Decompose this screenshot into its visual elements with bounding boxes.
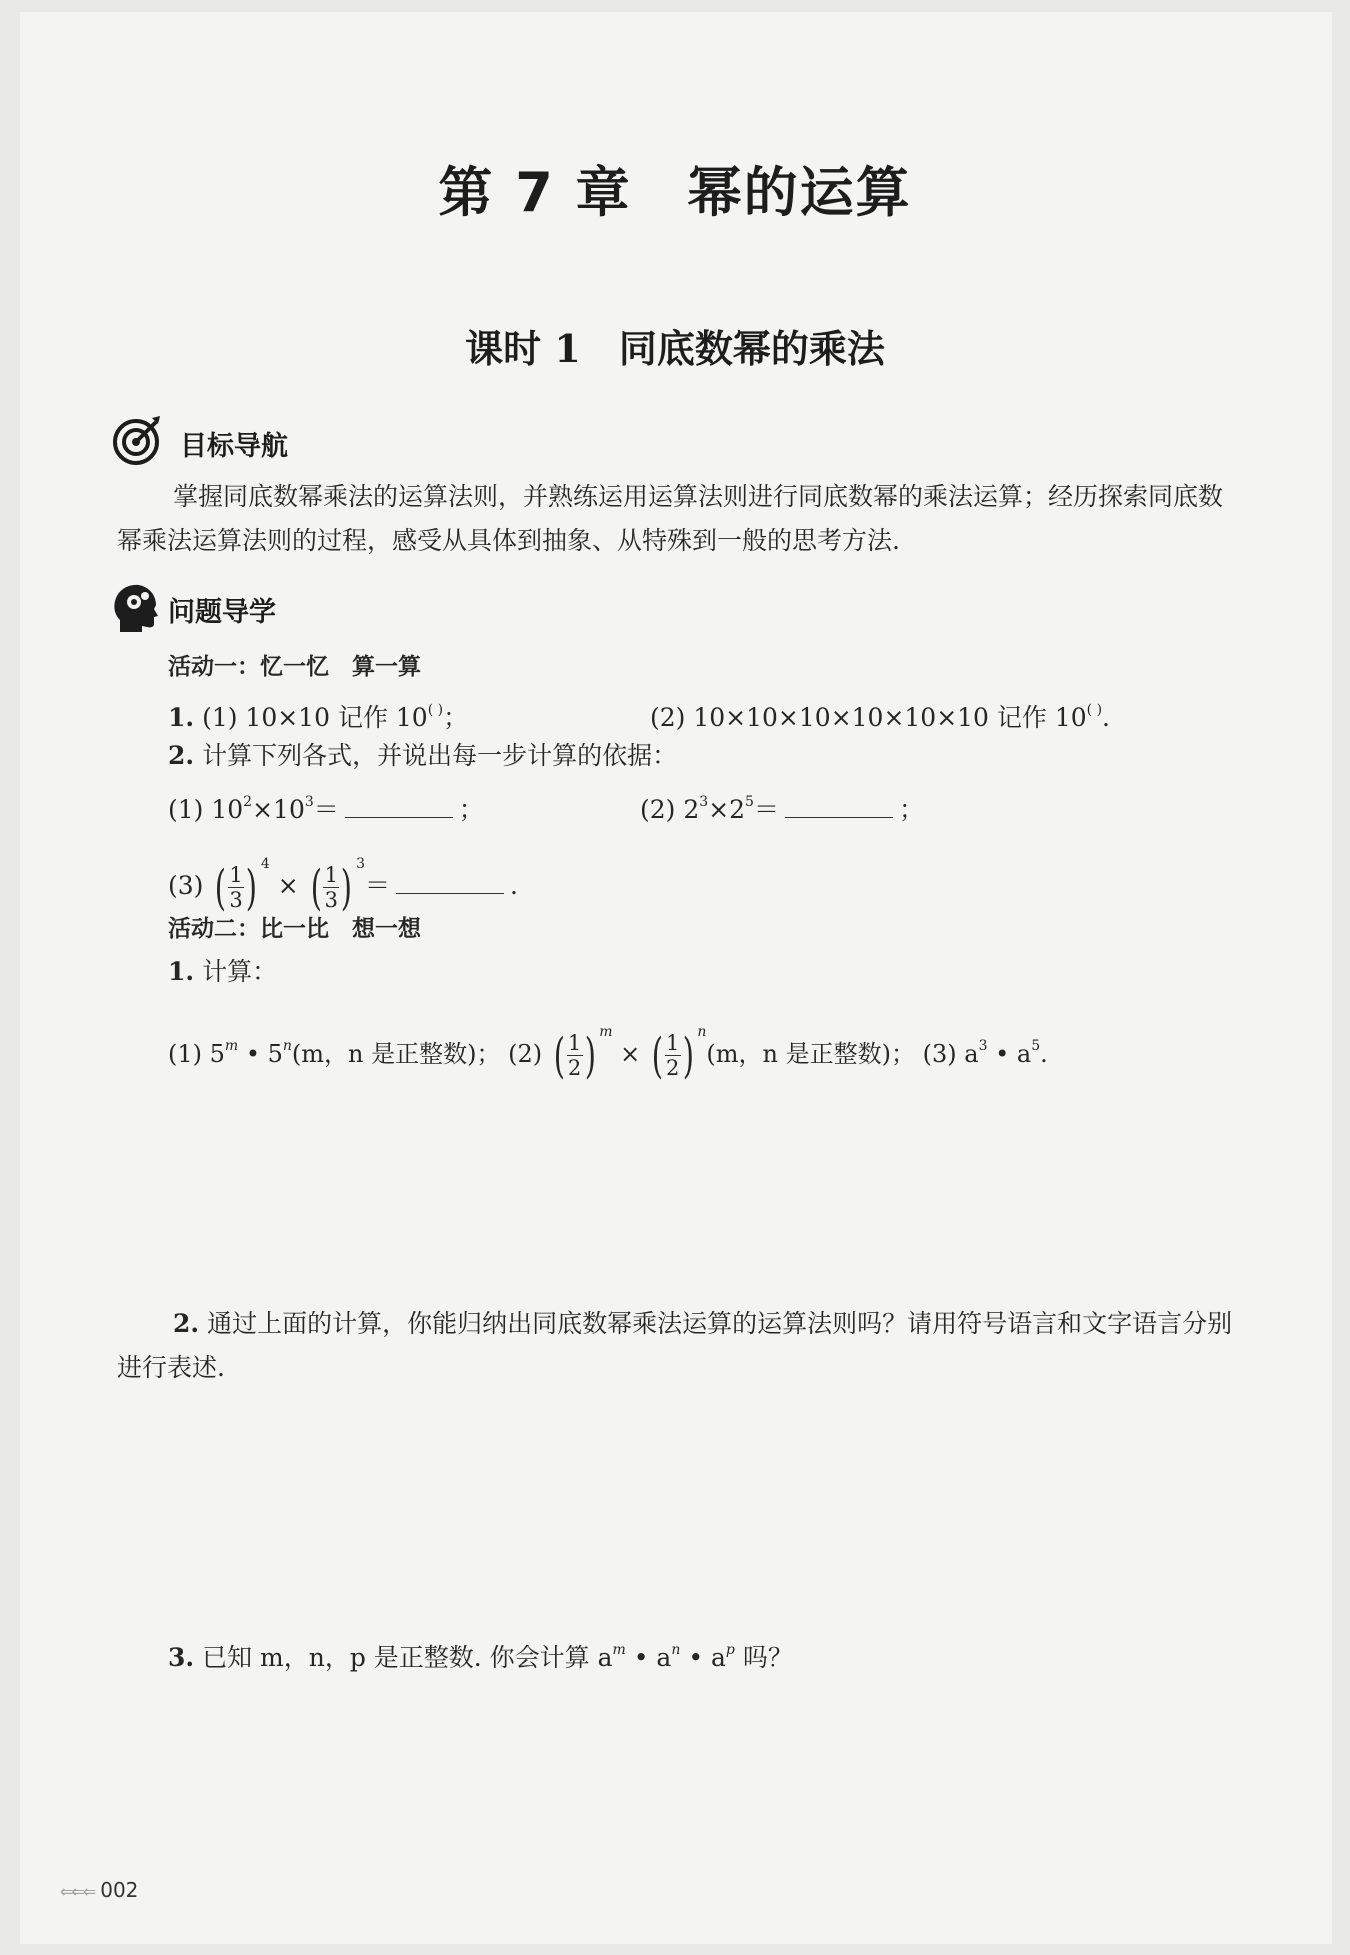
- a2q1b-label: (2): [508, 1040, 543, 1068]
- a2q1a-base: (1) 5: [168, 1040, 225, 1068]
- right-paren: ): [682, 1027, 694, 1084]
- lesson-title: 课时 1 同底数幂的乘法: [465, 326, 885, 371]
- a2q1a-condition: (m，n 是正整数)；: [291, 1040, 501, 1068]
- a2q1c-mid: • a: [987, 1040, 1032, 1068]
- numerator: 1: [665, 1031, 680, 1055]
- q2a-end: ；: [458, 795, 484, 824]
- a2q3-dot1: • a: [625, 1643, 672, 1672]
- q2c-exp2: 3: [356, 856, 366, 872]
- guide-heading: 问题导学: [168, 597, 276, 628]
- numerator: 1: [567, 1031, 582, 1055]
- q2a-exp2: 3: [304, 794, 314, 810]
- a2q1c-base: (3) a: [922, 1040, 979, 1068]
- a2q3-exp-n: n: [671, 1642, 681, 1658]
- a2q1a-mid: • 5: [238, 1040, 283, 1068]
- target-icon: [112, 414, 164, 470]
- a2q1c-exp2: 5: [1031, 1038, 1041, 1054]
- answer-blank[interactable]: [396, 865, 504, 894]
- fraction: [228, 863, 244, 912]
- q2c-exp1: 4: [260, 856, 270, 872]
- a2q1b-condition: (m，n 是正整数)；: [706, 1040, 915, 1068]
- page-number: 002: [100, 1878, 139, 1902]
- q1-part1-blank-exponent: ( ): [427, 702, 444, 718]
- activity1-q2-stem: [168, 734, 677, 778]
- page-footer: [60, 1878, 138, 1902]
- right-paren: ): [245, 859, 258, 916]
- a2q3-text-b: 吗？: [734, 1643, 793, 1672]
- activity2-q1-stem: [168, 950, 277, 994]
- fraction: [323, 863, 339, 912]
- numerator: 1: [229, 863, 243, 887]
- a2q1c-exp1: 3: [978, 1038, 988, 1054]
- denominator: 3: [324, 888, 339, 912]
- right-paren: ): [341, 859, 353, 916]
- activity1-q1-part1: [168, 688, 468, 740]
- a2q3-exp-p: p: [725, 1642, 735, 1658]
- q2-stem-text: 计算下列各式，并说出每一步计算的依据：: [202, 741, 678, 770]
- chapter-title: 第 7 章 幂的运算: [438, 161, 912, 224]
- fraction: [665, 1031, 681, 1080]
- fraction: [567, 1031, 583, 1080]
- q2a-eq: ＝: [313, 795, 339, 824]
- a2q1b-exp1: m: [599, 1024, 613, 1040]
- a2q1c-end: .: [1040, 1040, 1048, 1068]
- denominator: 3: [229, 888, 243, 912]
- a2q3-dot2: • a: [680, 1643, 726, 1672]
- numerator: 1: [324, 863, 339, 887]
- activity2-title: 活动二：比一比 想一想: [168, 916, 421, 942]
- q2c-end: .: [510, 871, 518, 900]
- a2q1b-exp2: n: [697, 1024, 707, 1040]
- times-sign: ×: [620, 1040, 641, 1068]
- q2b-exp1: 3: [699, 794, 709, 810]
- q1-part1-text: (1) 10×10 记作 10: [202, 703, 428, 732]
- activity1-q2-a: [168, 780, 484, 832]
- q2b-base: (2) 2: [640, 795, 700, 824]
- q2c-eq: ＝: [365, 871, 391, 900]
- q2b-mid: ×2: [708, 795, 746, 824]
- question-number: 2.: [168, 741, 195, 770]
- times-sign: ×: [277, 871, 299, 900]
- activity2-q3: [168, 1628, 793, 1680]
- goal-heading: 目标导航: [180, 431, 288, 462]
- question-number: 3.: [168, 1643, 195, 1672]
- q2a-base: (1) 10: [168, 795, 244, 824]
- denominator: 2: [665, 1056, 680, 1080]
- answer-blank[interactable]: [345, 789, 453, 818]
- q1-part2-text: (2) 10×10×10×10×10×10 记作 10: [650, 703, 1087, 732]
- q1-part2-blank-exponent: ( ): [1086, 702, 1103, 718]
- left-paren: (: [215, 859, 227, 916]
- left-paren: (: [310, 859, 322, 916]
- a2q1a-exp1: m: [224, 1038, 239, 1054]
- arrow-decoration-icon: ⇐⇐⇐: [60, 1882, 95, 1901]
- activity2-q1-parts: [168, 1010, 1048, 1084]
- question-number: 2.: [173, 1309, 200, 1338]
- q2a-mid: ×10: [252, 795, 305, 824]
- q1-part1-end: ；: [443, 703, 469, 732]
- q2a-exp1: 2: [243, 794, 253, 810]
- a2q1-stem-text: 计算：: [202, 957, 278, 986]
- q2b-exp2: 5: [745, 794, 754, 810]
- activity2-q2: [117, 1302, 1237, 1390]
- q2b-end: ；: [898, 795, 924, 824]
- q2c-label: (3): [168, 871, 204, 900]
- activity1-q2-c: [168, 842, 518, 916]
- activity1-title: 活动一：忆一忆 算一算: [168, 654, 421, 680]
- question-number: 1.: [168, 703, 195, 732]
- activity1-q1-part2: [650, 688, 1110, 740]
- a2q3-text-a: 已知 m，n，p 是正整数. 你会计算 a: [202, 1643, 613, 1672]
- q1-part2-end: .: [1102, 703, 1110, 732]
- question-number: 1.: [168, 957, 195, 986]
- a2q3-exp-m: m: [612, 1642, 626, 1658]
- a2q1a-exp2: n: [282, 1038, 292, 1054]
- q2b-eq: ＝: [753, 795, 779, 824]
- goal-text: 掌握同底数幂乘法的运算法则，并熟练运用运算法则进行同底数幂的乘法运算；经历探索同底数幂乘法运算法则的过程，感受从具体到抽象、从特殊到一般的思考方法.: [117, 482, 1224, 555]
- activity1-q2-b: [640, 780, 924, 832]
- denominator: 2: [567, 1056, 582, 1080]
- left-paren: (: [553, 1027, 565, 1084]
- a2q2-text: 通过上面的计算，你能归纳出同底数幂乘法运算的运算法则吗？请用符号语言和文字语言分别进行表述.: [117, 1309, 1233, 1382]
- right-paren: ): [584, 1027, 596, 1084]
- left-paren: (: [651, 1027, 663, 1084]
- head-gear-icon: [112, 582, 158, 638]
- answer-blank[interactable]: [785, 789, 893, 818]
